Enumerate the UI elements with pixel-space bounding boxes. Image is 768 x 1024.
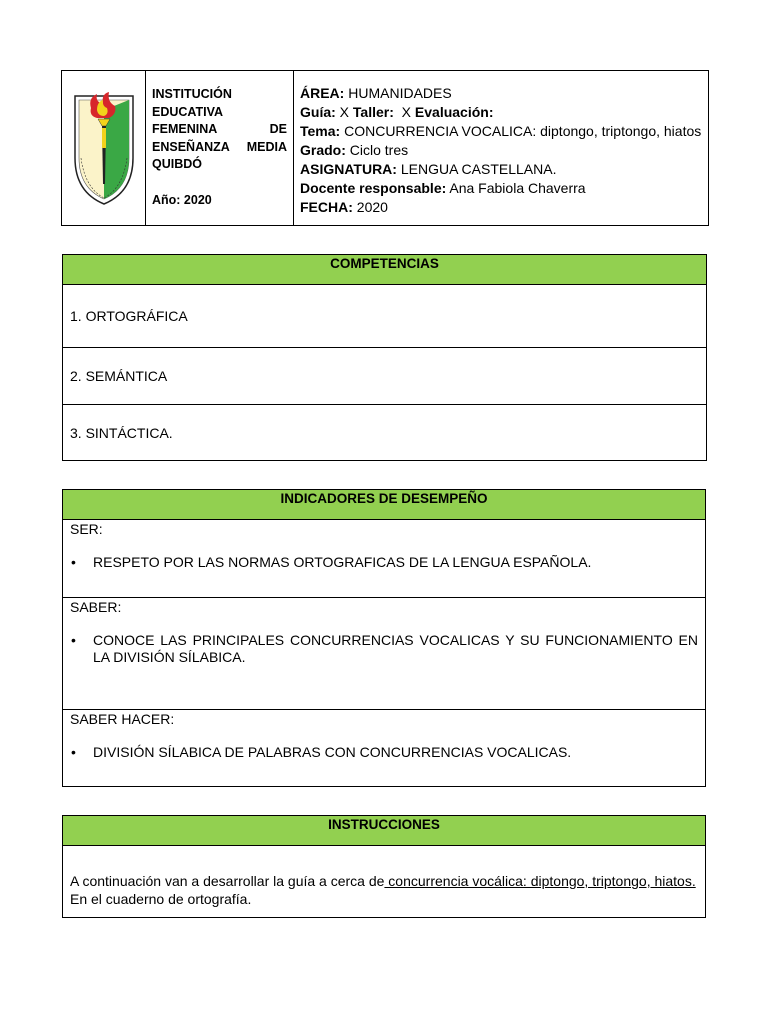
competencia-row: 3. SINTÁCTICA. — [70, 425, 173, 441]
indicador-row-saber — [63, 598, 705, 710]
indicador-label: SER: — [70, 521, 103, 537]
competencias-title: COMPETENCIAS — [63, 255, 706, 285]
competencias-table — [62, 254, 707, 461]
instrucciones-body — [63, 846, 705, 908]
institution-cell — [146, 71, 294, 225]
logo-cell — [62, 71, 146, 225]
competencia-row: 1. ORTOGRÁFICA — [63, 285, 706, 348]
indicador-text: CONOCE LAS PRINCIPALES CONCURRENCIAS VOCALICAS Y SU FUNCIONAMIENTO EN LA DIVISIÓN SÍLABICA. — [93, 632, 698, 665]
indicadores-title: INDICADORES DE DESEMPEÑO — [63, 490, 705, 520]
institution-name: INSTITUCIÓN EDUCATIVA FEMENINA DE ENSEÑANZA MEDIA QUIBDÓ — [152, 87, 287, 172]
bullet-icon: • — [71, 632, 76, 648]
instrucciones-table — [62, 815, 706, 918]
fecha-line: FECHA: 2020 — [300, 199, 388, 215]
indicador-row-saber-hacer — [63, 710, 705, 786]
instrucciones-text-2: En el cuaderno de ortografía. — [70, 891, 252, 907]
year-label: Año: 2020 — [152, 192, 212, 207]
instrucciones-topic: concurrencia vocálica: diptongo, triptongo, hiatos. — [384, 873, 696, 889]
instrucciones-title: INSTRUCCIONES — [63, 816, 705, 846]
indicador-row-ser — [63, 520, 705, 598]
bullet-icon: • — [71, 744, 76, 760]
header-table — [61, 70, 709, 226]
indicador-text: DIVISIÓN SÍLABICA DE PALABRAS CON CONCURRENCIAS VOCALICAS. — [93, 744, 572, 760]
indicador-label: SABER: — [70, 599, 122, 615]
info-cell — [294, 71, 708, 225]
guia-line: Guía: X Taller: X Evaluación: — [300, 104, 494, 120]
indicador-text: RESPETO POR LAS NORMAS ORTOGRAFICAS DE LA LENGUA ESPAÑOLA. — [93, 554, 592, 570]
grado-line: Grado: Ciclo tres — [300, 142, 409, 158]
area-line: ÁREA: HUMANIDADES — [300, 85, 452, 101]
instrucciones-text: A continuación van a desarrollar la guía a cerca de — [70, 873, 385, 889]
tema-line: Tema: CONCURRENCIA VOCALICA: diptongo, triptongo, hiatos — [300, 123, 702, 139]
indicadores-table — [62, 489, 706, 787]
indicador-label: SABER HACER: — [70, 711, 175, 727]
competencia-row: 2. SEMÁNTICA — [63, 348, 706, 405]
school-crest-logo — [71, 88, 137, 208]
asignatura-line: ASIGNATURA: LENGUA CASTELLANA. — [300, 161, 557, 177]
bullet-icon: • — [71, 554, 76, 570]
docente-line: Docente responsable: Ana Fabiola Chaverra — [300, 180, 586, 196]
